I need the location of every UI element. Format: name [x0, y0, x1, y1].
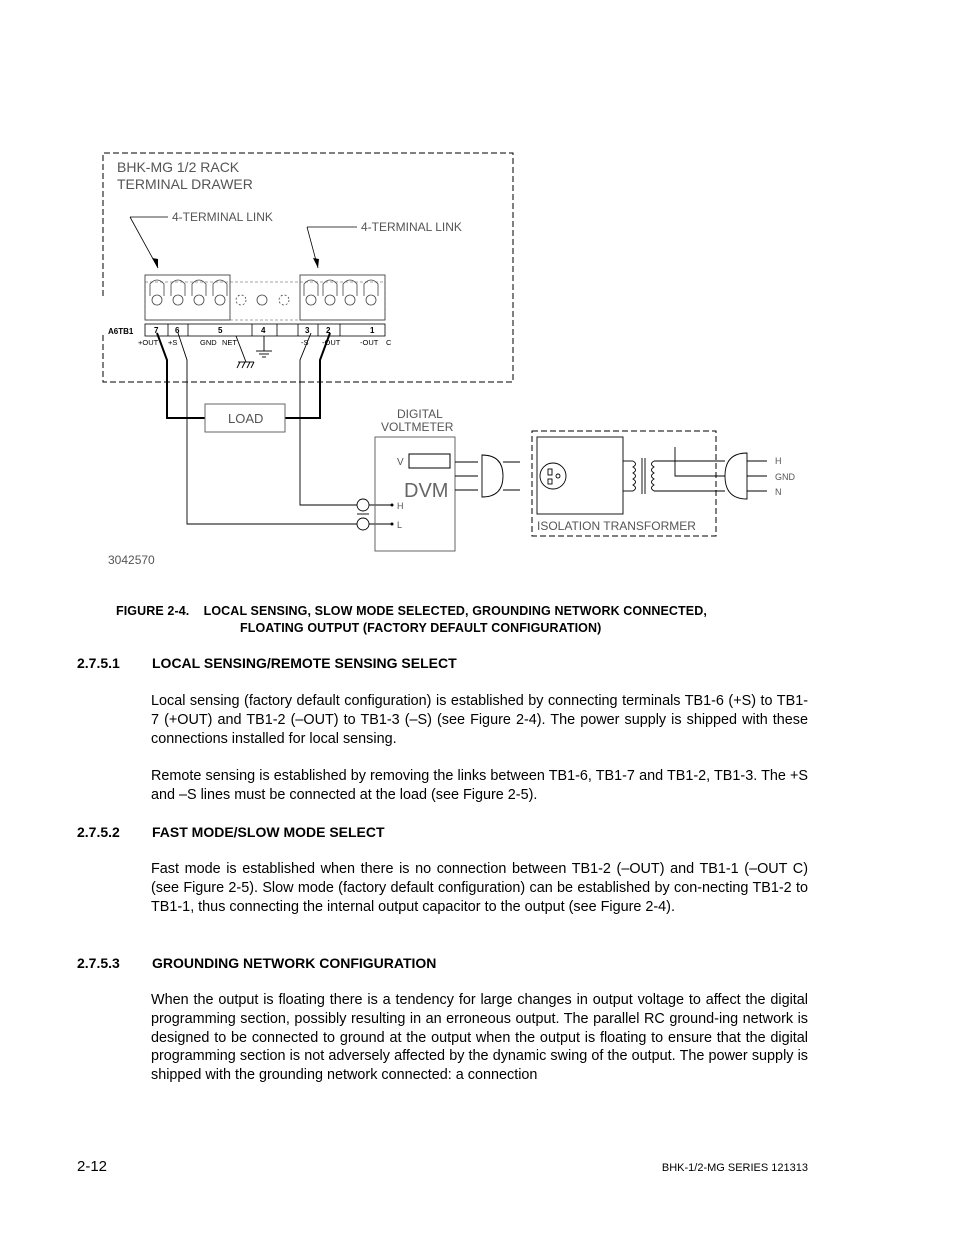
label-minus-s: -S	[301, 338, 309, 347]
label-net: NET	[222, 338, 237, 347]
terminal-numbers	[154, 326, 375, 335]
wiring-diagram-figure	[90, 140, 795, 580]
page-number: 2-12	[77, 1158, 108, 1175]
chassis-ground-icon	[236, 336, 254, 368]
dvm-label: DVM	[404, 480, 449, 502]
dvm-title-line2: VOLTMETER	[381, 420, 454, 434]
drawing-number: 3042570	[108, 553, 155, 567]
section-title: GROUNDING NETWORK CONFIGURATION	[152, 955, 437, 971]
dvm-h-label: H	[397, 501, 404, 511]
section-title: LOCAL SENSING/REMOTE SENSING SELECT	[152, 655, 457, 671]
dvm-display	[409, 454, 450, 468]
paragraph-grounding-network: When the output is floating there is a tendency for large changes in output voltage to affect the digital programming section, possibly resulting in an erroneous output. The parallel RC ground-ing network is designed to be connected to ground at the output when the output is floating to ensure that the digital programming section is not adversely affected by the dynamic swing of the output. The power supply is shipped with the grounding network connected: a connection	[151, 992, 808, 1084]
label-minus-out: -OUT	[322, 338, 341, 347]
link-right-label: 4-TERMINAL LINK	[361, 220, 462, 234]
terminal-4: 4	[261, 326, 266, 335]
label-c: C	[386, 338, 392, 347]
ground-symbol	[256, 336, 272, 357]
paragraph-remote-sensing: Remote sensing is established by removing the links between TB1-6, TB1-7 and TB1-2, TB1-3. The +S and –S lines must be connected at the load (see Figure 2-5).	[151, 768, 808, 803]
section-number: 2.7.5.3	[77, 955, 120, 971]
label-gnd: GND	[200, 338, 217, 347]
transformer-icon	[623, 447, 725, 494]
plug-gnd-label: GND	[775, 472, 795, 482]
dvm-l-label: L	[397, 520, 403, 530]
plug-h-label: H	[775, 456, 782, 466]
test-lead-clips	[357, 499, 369, 530]
figure-caption-line1: FIGURE 2-4. LOCAL SENSING, SLOW MODE SELECTED, GROUNDING NETWORK CONNECTED,	[116, 604, 707, 618]
dvm-title-line1: DIGITAL	[397, 407, 443, 421]
paragraph-fast-slow-mode: Fast mode is established when there is no connection between TB1-2 (–OUT) and TB1-1 (–OUT C) (see Figure 2-5). Slow mode (factory default configuration) can be established by con-necting TB1-2 to TB1-1, thus connecting the internal output capacitor to the output (see Figure 2-4).	[151, 861, 808, 915]
tb-name: A6TB1	[108, 327, 134, 336]
section-number: 2.7.5.2	[77, 824, 120, 840]
terminal-6: 6	[175, 326, 180, 335]
terminal-labels	[138, 338, 392, 347]
drawer-title-line2: TERMINAL DRAWER	[117, 176, 253, 192]
iso-label: ISOLATION TRANSFORMER	[537, 519, 696, 533]
paragraph-local-sensing: Local sensing (factory default configuration) is established by connecting terminals TB1-6 (+S) to TB1-7 (+OUT) and TB1-2 (–OUT) to TB1-3 (–S) (see Figure 2-4). The power supply is shipped with these connections installed for local sensing.	[151, 693, 808, 747]
plug-n-label: N	[775, 487, 782, 497]
terminal-3: 3	[305, 326, 310, 335]
label-plus-s: +S	[168, 338, 178, 347]
label-minus-out-c: -OUT	[360, 338, 379, 347]
drawer-title-line1: BHK-MG 1/2 RACK	[117, 159, 240, 175]
section-number: 2.7.5.1	[77, 655, 120, 671]
link-left-label: 4-TERMINAL LINK	[172, 210, 273, 224]
label-plus-out: +OUT	[138, 338, 159, 347]
section-title: FAST MODE/SLOW MODE SELECT	[152, 824, 385, 840]
dvm-plug-icon	[455, 455, 520, 497]
terminal-2: 2	[326, 326, 331, 335]
terminal-1: 1	[370, 326, 375, 335]
line-plug-icon	[725, 453, 767, 499]
load-label: LOAD	[228, 411, 264, 426]
receptacle-icon	[540, 463, 566, 489]
dvm-v-label: V	[397, 457, 404, 468]
terminal-7: 7	[154, 326, 159, 335]
document-id: BHK-1/2-MG SERIES 121313	[661, 1162, 808, 1174]
wiring-diagram	[90, 140, 795, 580]
terminal-5: 5	[218, 326, 223, 335]
receptacle-box	[537, 437, 623, 514]
figure-caption-line2: FLOATING OUTPUT (FACTORY DEFAULT CONFIGURATION)	[240, 621, 602, 635]
